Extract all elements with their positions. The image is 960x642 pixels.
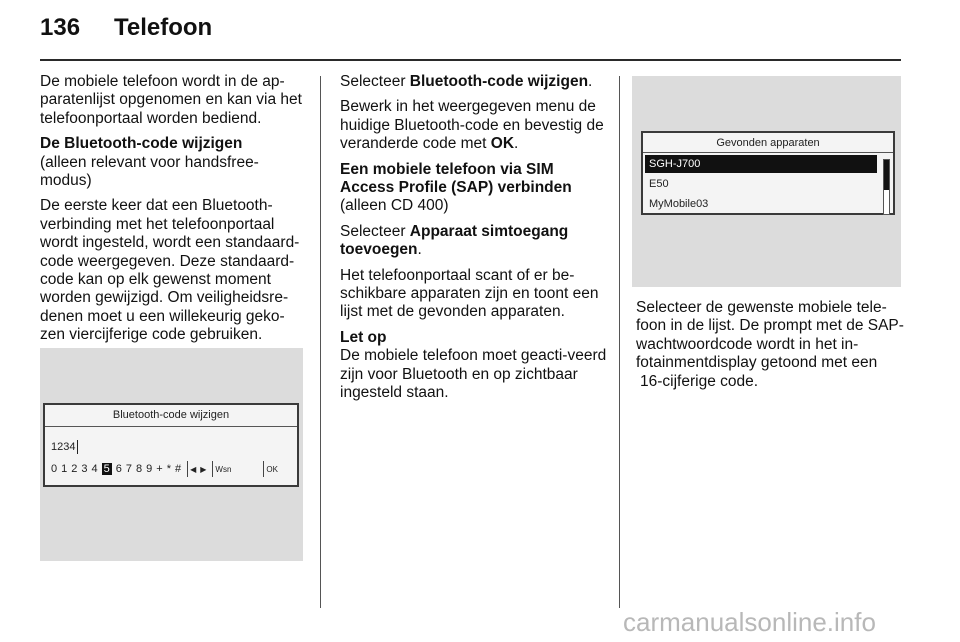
key-7[interactable]: 7	[125, 462, 132, 475]
section-note-sap: (alleen CD 400)	[340, 197, 449, 215]
arrow-left-icon[interactable]: ◀	[190, 464, 197, 474]
watermark: carmanualsonline.info	[623, 607, 876, 637]
key-9[interactable]: 9	[146, 462, 153, 475]
select-device-paragraph-end: 16-cijferige code.	[640, 372, 759, 390]
section-sap	[340, 161, 608, 216]
key-6[interactable]: 6	[115, 462, 122, 475]
body-paragraph: De eerste keer dat een Bluetooth-verbinding met het telefoonportaal wordt ingesteld, wordt een standaard-code weergegeven. Deze standaard-code kan op elk gewenst moment worden gewijzigd. Om veiligheidsre-denen moet u een willekeurig geko-zen viercijferige code gebruiken.	[40, 197, 300, 344]
device-list-item[interactable]: E50	[649, 178, 669, 190]
page-title: Telefoon	[114, 14, 213, 41]
key-#[interactable]: #	[174, 462, 182, 475]
device-list-item[interactable]: MyMobile03	[649, 198, 709, 210]
key-+[interactable]: +	[156, 462, 163, 475]
select-instruction-1: Selecteer Bluetooth-code wijzigen.	[340, 73, 593, 90]
key-4[interactable]: 4	[91, 462, 98, 475]
key-2[interactable]: 2	[71, 462, 78, 475]
key-1[interactable]: 1	[61, 462, 68, 475]
scrollbar[interactable]	[883, 159, 890, 215]
found-devices-screen	[641, 131, 895, 215]
delete-key[interactable]: Wsn	[215, 464, 232, 474]
ok-label: OK	[490, 135, 515, 153]
header-rule	[40, 59, 901, 61]
section-bluetooth-code	[40, 135, 308, 190]
screenshot-panel-2	[632, 76, 901, 287]
arrow-right-icon[interactable]: ▶	[200, 464, 207, 474]
ok-key[interactable]: OK	[266, 464, 278, 474]
note-text: De mobiele telefoon moet geacti-veerd zijn voor Bluetooth en op zichtbaar ingesteld staan.	[340, 347, 607, 402]
column-3	[636, 299, 906, 398]
page-number: 136	[40, 14, 81, 41]
menu-item-label: Bluetooth-code wijzigen	[409, 73, 589, 90]
scan-paragraph: Het telefoonportaal scant of er be-schikbare apparaten zijn en toont een lijst met de gevonden apparaten.	[340, 266, 599, 321]
device-list-item[interactable]: SGH-J700	[645, 155, 877, 173]
key-0[interactable]: 0	[51, 462, 58, 475]
scrollbar-thumb[interactable]	[884, 160, 889, 190]
screen-divider	[643, 152, 893, 153]
key-separator	[263, 461, 264, 477]
key-separator	[187, 461, 188, 477]
note-box	[340, 329, 608, 403]
bluetooth-code-screen	[43, 403, 299, 487]
screenshot-panel-1	[40, 348, 303, 561]
code-field: 1234	[51, 440, 78, 454]
menu-item-label-2: Apparaat simtoegang toevoegen	[340, 222, 569, 259]
edit-paragraph: Bewerk in het weergegeven menu de huidige Bluetooth-code en bevestig de veranderde code met OK.	[340, 98, 604, 153]
key-*[interactable]: *	[166, 462, 171, 475]
select-instruction-2: Selecteer Apparaat simtoegang toevoegen.	[340, 222, 569, 259]
note-title: Let op	[340, 328, 387, 346]
column-divider-2	[619, 76, 620, 608]
section-heading: De Bluetooth-code wijzigen	[40, 135, 243, 153]
intro-paragraph: De mobiele telefoon wordt in de ap-paratenlijst opgenomen en kan via het telefoonportaal worden bediend.	[40, 73, 302, 127]
key-separator	[212, 461, 213, 477]
key-8[interactable]: 8	[136, 462, 143, 475]
key-3[interactable]: 3	[81, 462, 88, 475]
column-2	[340, 73, 608, 410]
key-row	[51, 461, 282, 477]
select-device-paragraph: Selecteer de gewenste mobiele tele-foon in de lijst. De prompt met de SAP-wachtwoordcode wordt in het in-fotainmentdisplay getoond met een	[636, 299, 904, 372]
key-5[interactable]: 5	[103, 462, 110, 475]
section-note: (alleen relevant voor handsfree-modus)	[40, 153, 259, 190]
column-1	[40, 73, 308, 352]
screen-title: Gevonden apparaten	[716, 137, 820, 149]
screen-title: Bluetooth-code wijzigen	[112, 409, 230, 421]
screen-divider	[45, 426, 297, 427]
column-divider-1	[320, 76, 321, 608]
section-heading-sap: Een mobiele telefoon via SIM Access Profile (SAP) verbinden	[340, 160, 572, 197]
